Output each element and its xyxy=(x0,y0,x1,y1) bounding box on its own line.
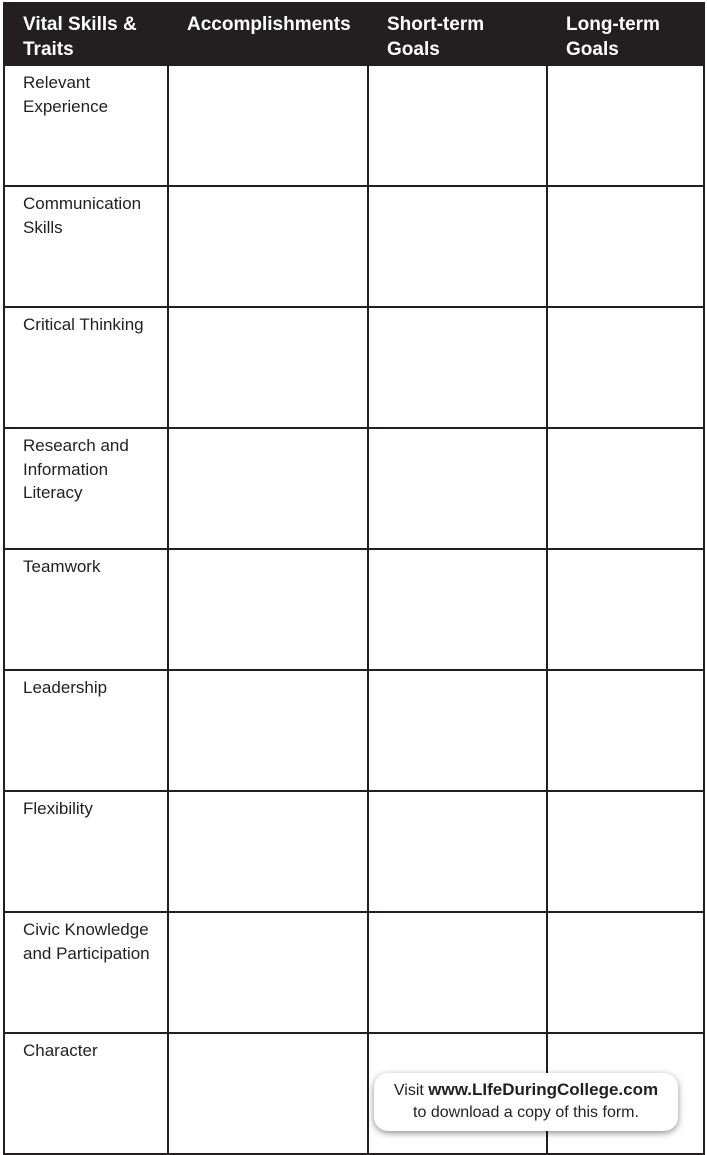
skill-label: Character xyxy=(4,1033,168,1154)
accomplishments-cell[interactable] xyxy=(168,307,368,428)
header-vital-skills: Vital Skills & Traits xyxy=(4,3,168,65)
table-row xyxy=(4,791,704,912)
header-short-term-goals: Short-term Goals xyxy=(368,3,547,65)
header-long-term-goals: Long-term Goals xyxy=(547,3,704,65)
notice-download-text: to download a copy of this form. xyxy=(413,1104,639,1121)
table-row xyxy=(4,65,704,186)
accomplishments-cell[interactable] xyxy=(168,1033,368,1154)
header-accomplishments: Accomplishments xyxy=(168,3,368,65)
short-term-goals-cell[interactable] xyxy=(368,428,547,549)
accomplishments-cell[interactable] xyxy=(168,912,368,1033)
long-term-goals-cell[interactable] xyxy=(547,912,704,1033)
skill-label: Leadership xyxy=(4,670,168,791)
skill-label: Teamwork xyxy=(4,549,168,670)
table-row xyxy=(4,912,704,1033)
accomplishments-cell[interactable] xyxy=(168,549,368,670)
header-row xyxy=(4,3,704,65)
accomplishments-cell[interactable] xyxy=(168,428,368,549)
skills-goals-table xyxy=(3,2,705,1155)
table-header xyxy=(4,3,704,65)
table-row xyxy=(4,549,704,670)
skill-label: Flexibility xyxy=(4,791,168,912)
notice-line-1 xyxy=(374,1079,678,1102)
short-term-goals-cell[interactable] xyxy=(368,549,547,670)
skill-label: Critical Thinking xyxy=(4,307,168,428)
table-row xyxy=(4,307,704,428)
short-term-goals-cell[interactable] xyxy=(368,65,547,186)
long-term-goals-cell[interactable] xyxy=(547,428,704,549)
short-term-goals-cell[interactable] xyxy=(368,791,547,912)
long-term-goals-cell[interactable] xyxy=(547,670,704,791)
website-link[interactable]: www.LIfeDuringCollege.com xyxy=(428,1080,659,1099)
table-row xyxy=(4,670,704,791)
table-body xyxy=(4,65,704,1154)
long-term-goals-cell[interactable] xyxy=(547,791,704,912)
skill-label: Research and Information Literacy xyxy=(4,428,168,549)
table-row xyxy=(4,428,704,549)
long-term-goals-cell[interactable] xyxy=(547,549,704,670)
notice-visit-text: Visit xyxy=(393,1082,424,1099)
accomplishments-cell[interactable] xyxy=(168,791,368,912)
skill-label: Relevant Experience xyxy=(4,65,168,186)
long-term-goals-cell[interactable] xyxy=(547,65,704,186)
skill-label: Civic Knowledge and Participation xyxy=(4,912,168,1033)
table-row xyxy=(4,186,704,307)
skill-label: Communication Skills xyxy=(4,186,168,307)
short-term-goals-cell[interactable] xyxy=(368,186,547,307)
accomplishments-cell[interactable] xyxy=(168,186,368,307)
short-term-goals-cell[interactable] xyxy=(368,670,547,791)
long-term-goals-cell[interactable] xyxy=(547,307,704,428)
accomplishments-cell[interactable] xyxy=(168,670,368,791)
short-term-goals-cell[interactable] xyxy=(368,307,547,428)
long-term-goals-cell[interactable] xyxy=(547,186,704,307)
short-term-goals-cell[interactable] xyxy=(368,912,547,1033)
accomplishments-cell[interactable] xyxy=(168,65,368,186)
download-notice xyxy=(374,1073,678,1131)
